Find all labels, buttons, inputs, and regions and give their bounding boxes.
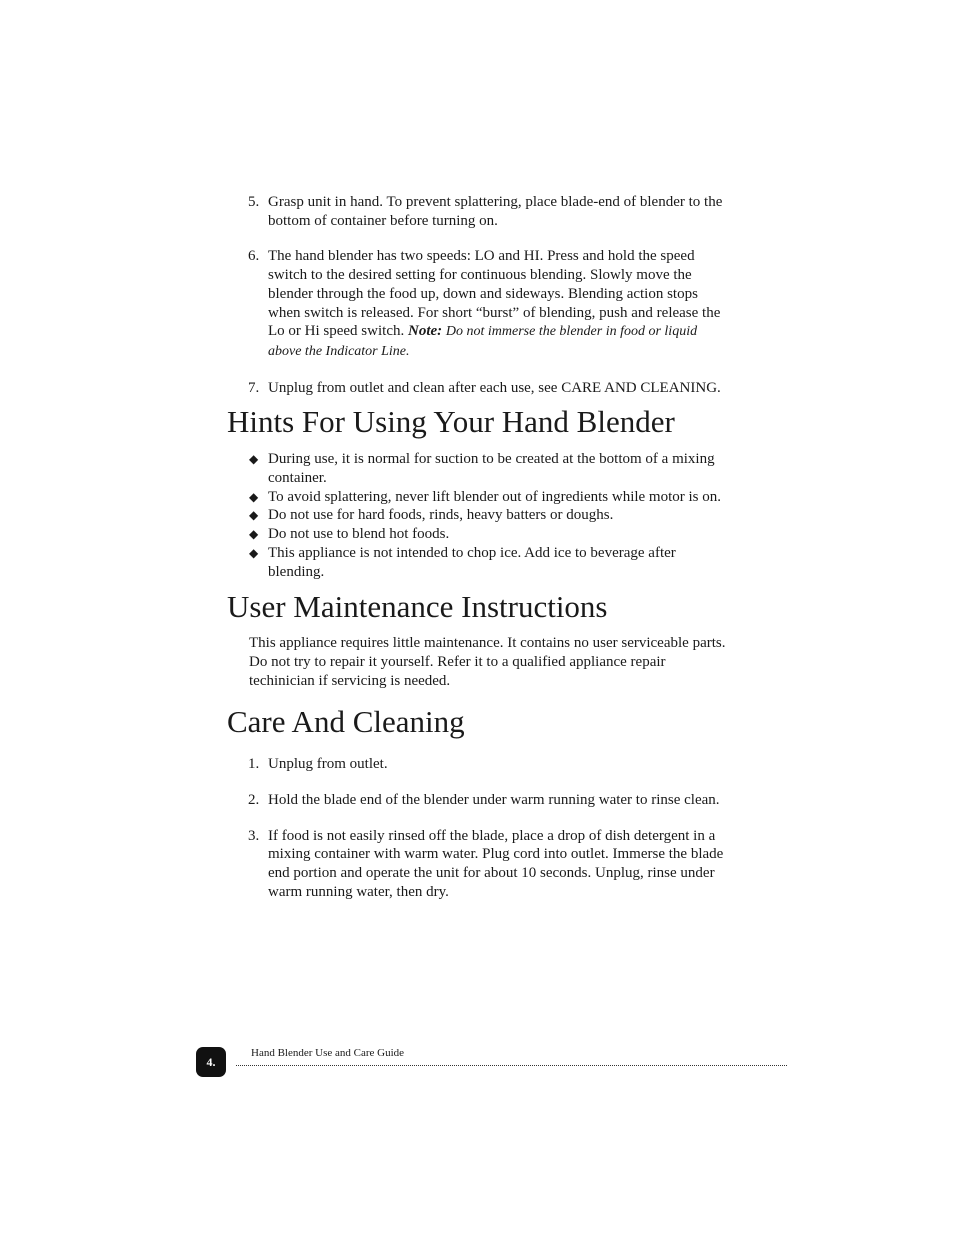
hint-text: Do not use to blend hot foods. [268, 526, 450, 543]
step-text: Unplug from outlet. [268, 756, 388, 773]
hints-list [227, 450, 732, 581]
steps-list-top [227, 193, 732, 397]
hints-heading: Hints For Using Your Hand Blender [227, 404, 675, 440]
hint-text: Do not use for hard foods, rinds, heavy batters or doughs. [268, 507, 614, 524]
diamond-bullet-icon: ◆ [249, 452, 259, 467]
page-number-badge: 4. [196, 1047, 226, 1077]
step-item [227, 193, 732, 230]
hint-text: This appliance is not intended to chop ice. Add ice to beverage after blending. [268, 544, 676, 580]
page-content [227, 193, 732, 902]
care-heading: Care And Cleaning [227, 704, 465, 740]
step-item [227, 379, 732, 398]
hint-item [227, 525, 732, 544]
care-step-item [227, 755, 732, 774]
step-text: The hand blender has two speeds: LO and HI. Press and hold the speed switch to the desired setting for continuous blending. Slowly move the blender through the food up, down and sideways. Blending action stops when switch is released. For short “burst” of blending, push and release the Lo or Hi speed switch. [268, 248, 721, 340]
step-number: 7. [248, 379, 260, 396]
hint-item [227, 488, 732, 507]
footer-guide-title: Hand Blender Use and Care Guide [251, 1047, 405, 1059]
hint-text: During use, it is normal for suction to be created at the bottom of a mixing container. [268, 451, 715, 487]
diamond-bullet-icon: ◆ [249, 508, 259, 523]
step-text: Grasp unit in hand. To prevent splattering, place blade-end of blender to the bottom of container before turning on. [268, 194, 723, 229]
step-text: If food is not easily rinsed off the blade, place a drop of dish detergent in a mixing container with warm water. Plug cord into outlet. Immerse the blade end portion and operate the unit for about 10 seconds. Unplug, rinse under warm running water, then dry. [268, 827, 724, 900]
step-number: 3. [248, 827, 260, 844]
care-step-item [227, 791, 732, 810]
step-text: Unplug from outlet and clean after each use, see CARE AND CLEANING. [268, 379, 721, 396]
footer-dotted-rule [236, 1065, 787, 1066]
maintenance-heading: User Maintenance Instructions [227, 589, 608, 625]
step-number: 6. [248, 248, 260, 265]
care-steps-list [227, 755, 732, 901]
hint-item [227, 544, 732, 581]
step-number: 5. [248, 194, 260, 210]
maintenance-paragraph: This appliance requires little maintenance. It contains no user serviceable parts. Do not try to repair it yourself. Refer it to a qualified appliance repair techinician if servicing is needed. [249, 635, 726, 689]
hint-item [227, 450, 732, 487]
diamond-bullet-icon: ◆ [249, 489, 259, 504]
note-label: Note: [407, 323, 443, 340]
note-text: Do not immerse the blender in food or liquid above the Indicator Line. [268, 324, 698, 359]
hint-item [227, 506, 732, 525]
care-step-item [227, 827, 732, 902]
step-item [227, 247, 732, 361]
step-number: 1. [248, 756, 260, 773]
diamond-bullet-icon: ◆ [249, 545, 259, 560]
diamond-bullet-icon: ◆ [249, 527, 259, 542]
step-number: 2. [248, 792, 260, 809]
step-text: Hold the blade end of the blender under warm running water to rinse clean. [268, 792, 720, 809]
hint-text: To avoid splattering, never lift blender out of ingredients while motor is on. [268, 488, 722, 505]
